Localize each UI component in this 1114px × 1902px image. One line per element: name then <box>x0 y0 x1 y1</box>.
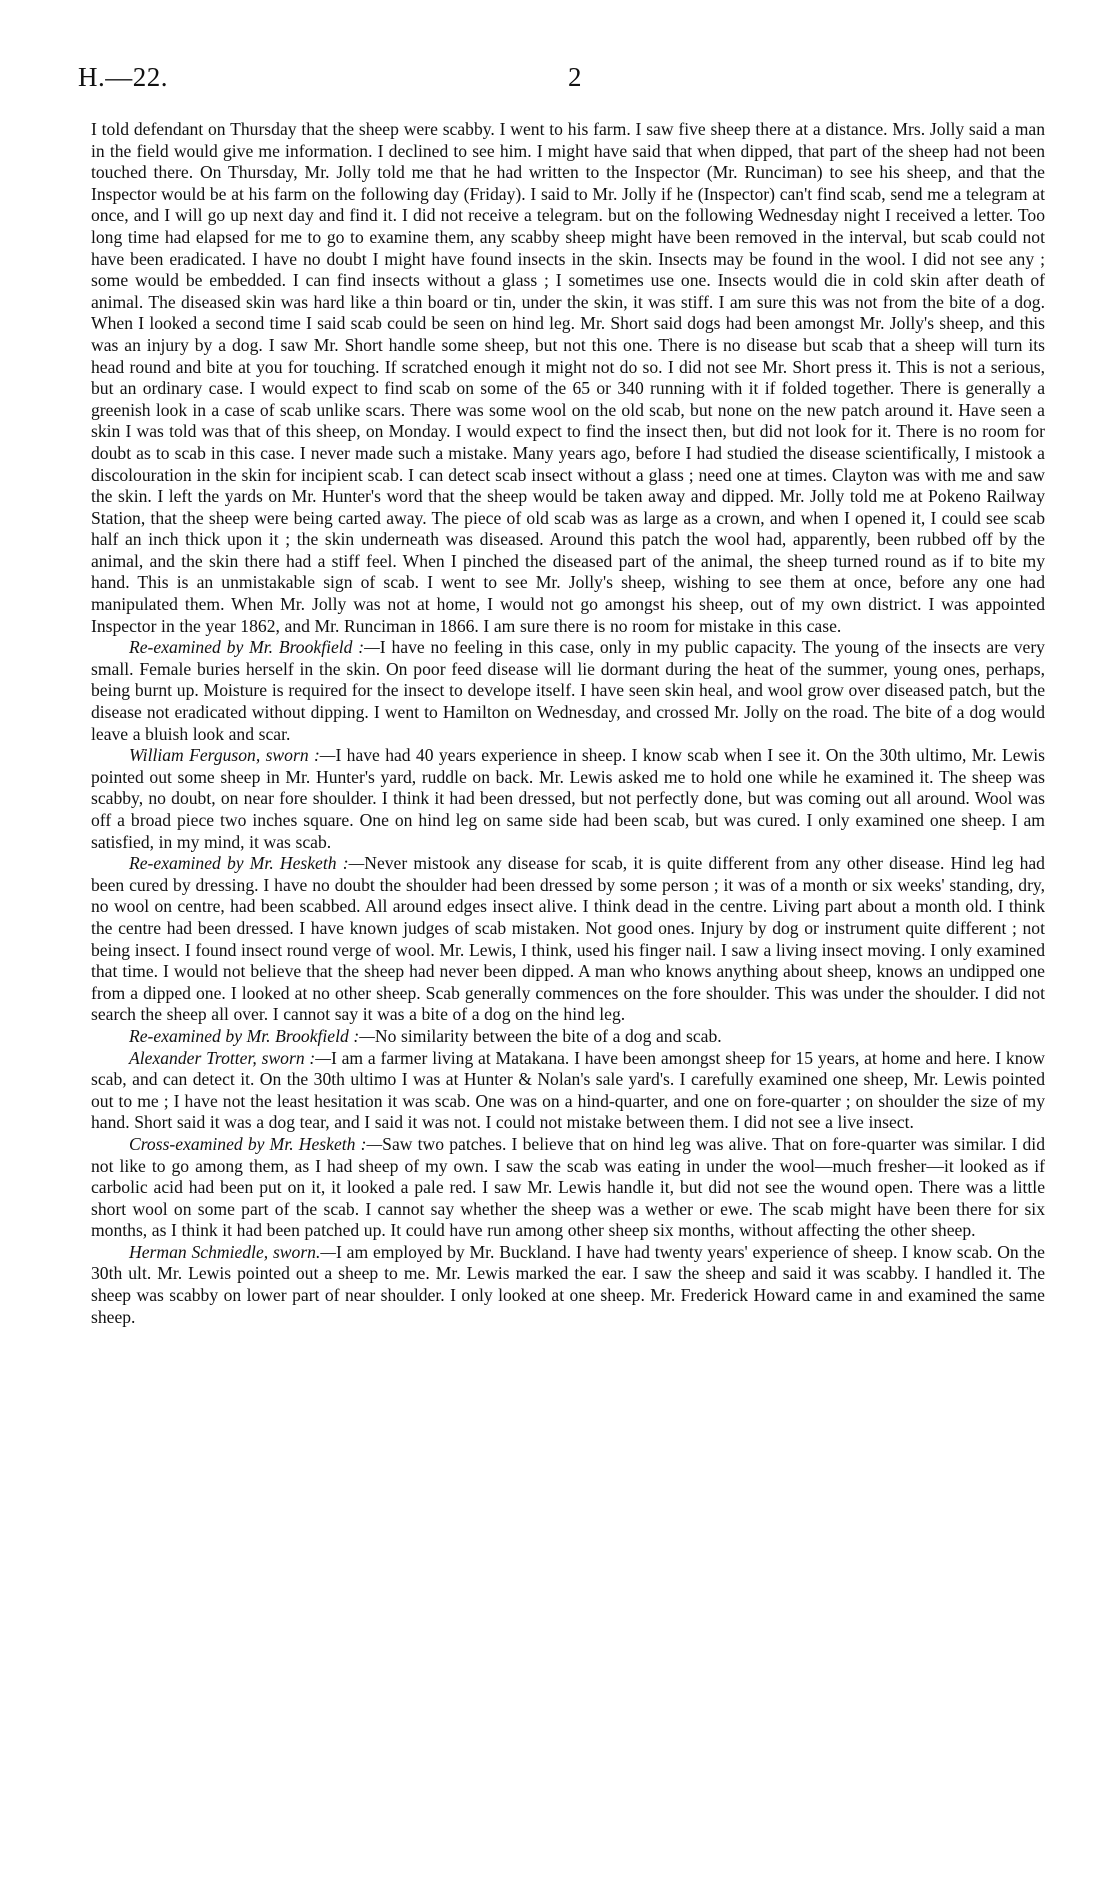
speaker-label: William Ferguson, sworn :— <box>129 745 336 766</box>
paragraph <box>91 1026 1045 1048</box>
body-text <box>91 119 1045 1328</box>
paragraph-text: I have no feeling in this case, only in my public capacity. The young of the insects are very small. Female buries herself in the skin. On poor feed disease will lie dormant during the heat of the summer, young ones, perhaps, being burnt up. Moisture is required for the insect to develope itself. I have seen skin heal, and wool grow over diseased patch, but the disease not eradicated without dipping. I went to Hamilton on Wednesday, and crossed Mr. Jolly on the road. The bite of a dog would leave a bluish look and scar. <box>91 637 1045 744</box>
paragraph <box>91 1242 1045 1328</box>
paragraph-text: I am a farmer living at Matakana. I have been amongst sheep for 15 years, at home and here. I know scab, and can detect it. On the 30th ultimo I was at Hunter & Nolan's sale yard's. I carefully examined one sheep, Mr. Lewis pointed out to me ; I have not the least hesitation it was scab. One was on a hind-quarter, and one on fore-quarter ; on shoulder the size of my hand. Short said it was a dog tear, and I said it was not. I could not mistake between them. I did not see a live insect. <box>91 1047 1045 1133</box>
paragraph-text: No similarity between the bite of a dog and scab. <box>374 1025 722 1046</box>
page-number: 2 <box>568 62 582 92</box>
speaker-label: Re-examined by Mr. Brookfield :— <box>129 637 380 658</box>
paragraph <box>91 853 1045 1026</box>
paragraph-text: I told defendant on Thursday that the sheep were scabby. I went to his farm. I saw five sheep there at a distance. Mrs. Jolly said a man in the field would give me information. I declined to see him. I might have said that when dipped, that part of the sheep had not been touched there. On Thursday, Mr. Jolly told me that he had written to the Inspector (Mr. Runciman) to see his sheep, and that the Inspector would be at his farm on the following day (Friday). I said to Mr. Jolly if he (Inspector) can't find scab, send me a telegram at once, and I will go up next day and find it. I did not receive a telegram. but on the following Wednesday night I received a letter. Too long time had elapsed for me to go to examine them, any scabby sheep might have been removed in the interval, but scab could not have been eradicated. I have no doubt I might have found insects in the skin. Insects may be found in the wool. I did not see any ; some would be embedded. I can find insects without a glass ; I sometimes use one. Insects would die in cold skin after death of animal. The diseased skin was hard like a thin board or tin, under the skin, it was stiff. I am sure this was not from the bite of a dog. When I looked a second time I said scab could be seen on hind leg. Mr. Short said dogs had been amongst Mr. Jolly's sheep, and this was an injury by a dog. I saw Mr. Short handle some sheep, but not this one. There is no disease but scab that a sheep will turn its head round and bite at you for touching. If scratched enough it might not do so. I did not see Mr. Short press it. This is not a serious, but an ordinary case. I would expect to find scab on some of the 65 or 340 running with it if folded together. There is generally a greenish look in a case of scab unlike scars. There was some wool on the old scab, but none on the new patch around it. Have seen a skin I was told was that of this sheep, on Monday. I would expect to find the insect then, but did not look for it. There is no room for doubt as to scab in this case. I never made such a mistake. Many years ago, before I had studied the disease scientifically, I mistook a discolouration in the skin for incipient scab. I can detect scab insect without a glass ; need one at times. Clayton was with me and saw the skin. I left the yards on Mr. Hunter's word that the sheep would be taken away and dipped. Mr. Jolly told me at Pokeno Railway Station, that the sheep were being carted away. The piece of old scab was as large as a crown, and when I opened it, I could see scab half an inch thick upon it ; the skin underneath was diseased. Around this patch the wool had, apparently, been rubbed off by the animal, and the skin there had a stiff feel. When I pinched the diseased part of the animal, the sheep turned round as if to bite my hand. This is an unmistakable sign of scab. I went to see Mr. Jolly's sheep, wishing to see them at once, before any one had manipulated them. When Mr. Jolly was not at home, I would not go amongst his sheep, out of my own district. I was appointed Inspector in the year 1862, and Mr. Runciman in 1866. I am sure there is no room for mistake in this case. <box>91 119 1045 636</box>
speaker-label: Cross-examined by Mr. Hesketh :— <box>129 1133 383 1154</box>
paragraph-text: I have had 40 years experience in sheep. I know scab when I see it. On the 30th ultimo, Mr. Lewis pointed out some sheep in Mr. Hunter's yard, ruddle on back. Mr. Lewis asked me to hold one while he examined it. The sheep was scabby, no doubt, on near fore shoulder. I think it had been dressed, but not perfectly done, but was coming out all around. Wool was off a broad piece two inches square. One on hind leg on same side had been scab, but was cured. I only examined one sheep. I am satisfied, in my mind, it was scab. <box>91 745 1045 852</box>
paragraph <box>91 745 1045 853</box>
speaker-label: Re-examined by Mr. Hesketh :— <box>129 853 365 874</box>
paragraph-text: I am employed by Mr. Buckland. I have had twenty years' experience of sheep. I know scab. On the 30th ult. Mr. Lewis pointed out a sheep to me. Mr. Lewis marked the ear. I saw the sheep and said it was scabby. I handled it. The sheep was scabby on lower part of near shoulder. I only looked at one sheep. Mr. Frederick Howard came in and examined the same sheep. <box>91 1241 1045 1327</box>
speaker-label: Herman Schmiedle, sworn.— <box>129 1241 337 1262</box>
paragraph-text: Saw two patches. I believe that on hind leg was alive. That on fore-quarter was similar. I did not like to go among them, as I had sheep of my own. I saw the scab was eating in under the wool—much fresher—it looked as if carbolic acid had been put on it, it looked a pale red. I saw Mr. Lewis handle it, but did not see the wound open. There was a little short wool on some part of the scab. I cannot say whether the sheep was a wether or ewe. The scab might have been there for six months, as I think it had been patched up. It could have run among other sheep six months, without affecting the other sheep. <box>91 1133 1045 1241</box>
paragraph <box>91 119 1045 637</box>
paragraph <box>91 637 1045 745</box>
page-header <box>78 62 1038 102</box>
paragraph-text: Never mistook any disease for scab, it is quite different from any other disease. Hind leg had been cured by dressing. I have no doubt the shoulder had been dressed by some person ; it was of a month or six weeks' standing, dry, no wool on centre, had been scabbed. All around edges insect alive. I think dead in the centre. Living part about a month old. I think the centre had been dressed. I have known judges of scab mistaken. Not good ones. Injury by dog or instrument quite different ; not being insect. I found insect round verge of wool. Mr. Lewis, I think, used his finger nail. I saw a living insect moving. I only examined that time. I would not believe that the sheep had never been dipped. A man who knows anything about sheep, knows an undipped one from a dipped one. I looked at no other sheep. Scab generally commences on the fore shoulder. This was under the shoulder. I did not search the sheep all over. I cannot say it was a bite of a dog on the hind leg. <box>91 853 1045 1025</box>
speaker-label: Re-examined by Mr. Brookfield :— <box>129 1025 375 1046</box>
speaker-label: Alexander Trotter, sworn :— <box>129 1047 331 1068</box>
paragraph <box>91 1048 1045 1134</box>
paragraph <box>91 1134 1045 1242</box>
document-id: H.—22. <box>78 62 168 92</box>
